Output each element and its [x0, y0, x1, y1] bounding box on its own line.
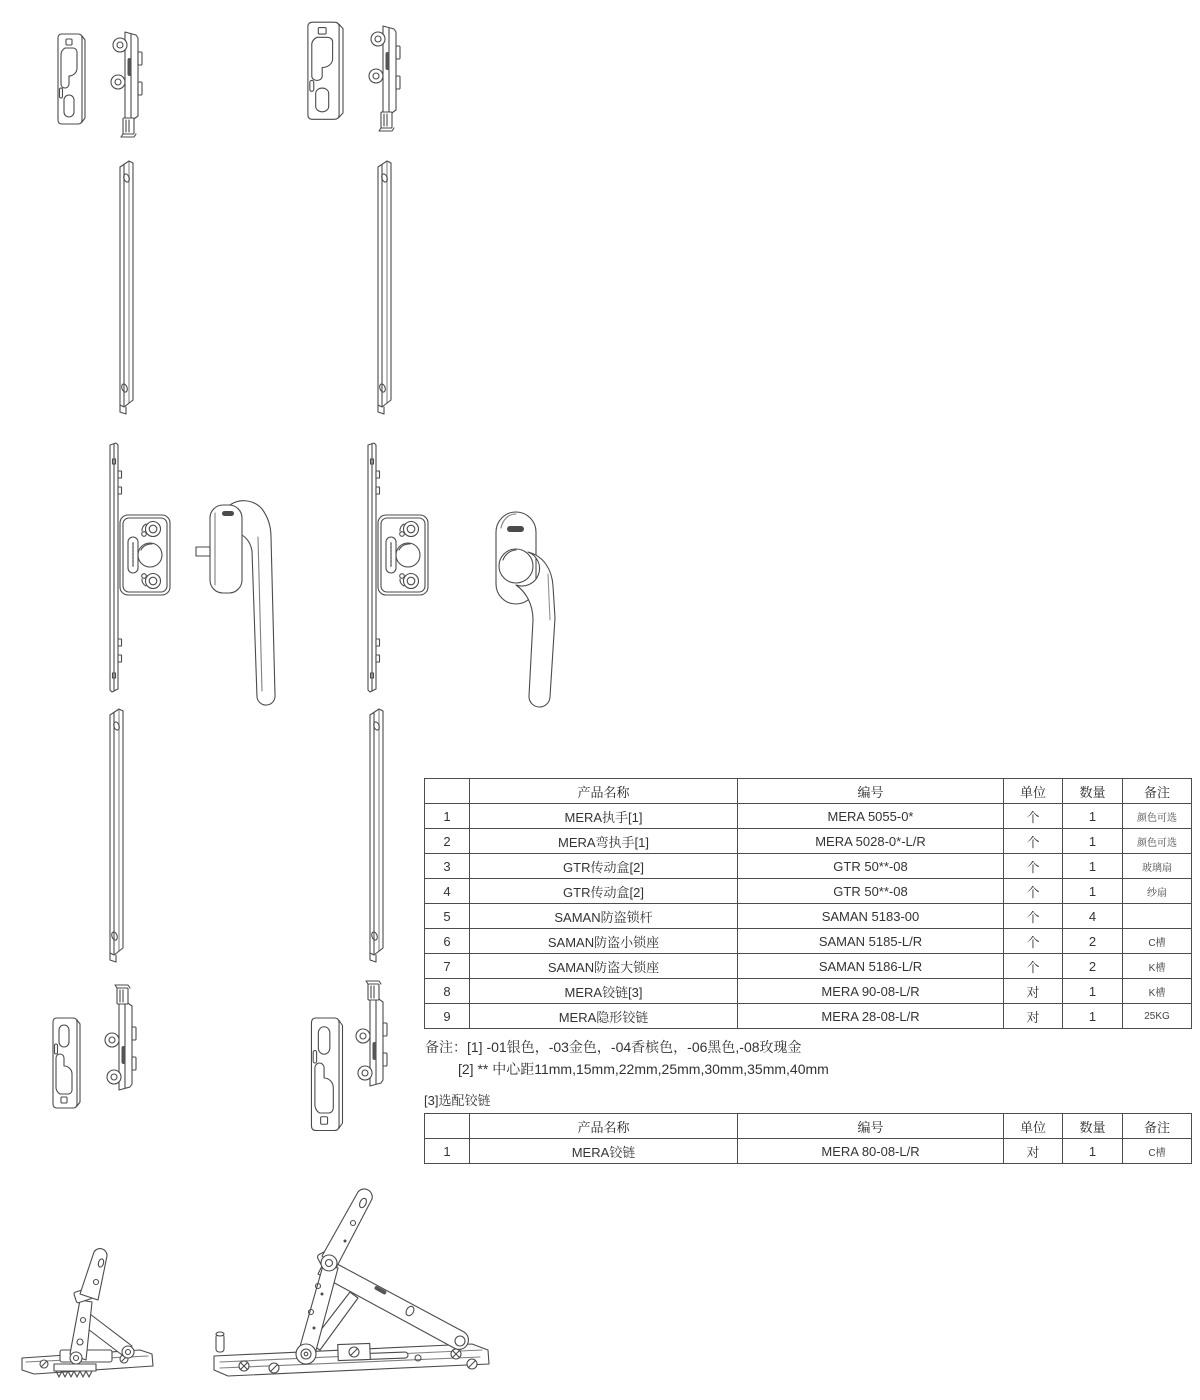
table-cell: MERA 80-08-L/R: [738, 1139, 1004, 1164]
table-cell: C槽: [1123, 929, 1192, 954]
table-cell: MERA 90-08-L/R: [738, 979, 1004, 1004]
friction-stay-hinge-large: [214, 1189, 489, 1376]
table-cell: GTR 50**-08: [738, 854, 1004, 879]
roller-lock-keeper-bottom-left: [105, 985, 136, 1090]
table-cell: MERA 5055-0*: [738, 804, 1004, 829]
table-cell: MERA铰链: [470, 1139, 738, 1164]
table-cell: 25KG: [1123, 1004, 1192, 1029]
table-cell: 个: [1004, 854, 1063, 879]
column-header: 产品名称: [470, 779, 738, 804]
gearbox-assembly-right: [368, 443, 428, 692]
table-cell: 纱扇: [1123, 879, 1192, 904]
table-row: [425, 1004, 1192, 1029]
table-cell: K槽: [1123, 979, 1192, 1004]
table-cell: SAMAN 5183-00: [738, 904, 1004, 929]
table-row: [425, 979, 1192, 1004]
table-cell: MERA弯执手[1]: [470, 829, 738, 854]
roller-lock-keeper-top-left: [111, 32, 142, 137]
window-handle-front-view: [496, 512, 555, 707]
table-cell: 1: [1063, 1004, 1123, 1029]
friction-stay-hinge-small: [22, 1249, 153, 1377]
table-cell: 4: [1063, 904, 1123, 929]
table-cell: K槽: [1123, 954, 1192, 979]
lock-rod-lower-right: [370, 709, 383, 962]
note-color-options: [1] -01银色，-03金色，-04香槟色，-06黑色,-08玫瑰金: [467, 1039, 802, 1055]
table-cell: 个: [1004, 954, 1063, 979]
table-cell: MERA 28-08-L/R: [738, 1004, 1004, 1029]
table-cell: MERA 5028-0*-L/R: [738, 829, 1004, 854]
table-cell: 颜色可选: [1123, 829, 1192, 854]
main-parts-table: [424, 778, 1192, 1029]
table-cell: 2: [425, 829, 470, 854]
table-cell: SAMAN防盗大锁座: [470, 954, 738, 979]
table-cell: 玻璃扇: [1123, 854, 1192, 879]
table-cell: 个: [1004, 879, 1063, 904]
table-cell: SAMAN防盗小锁座: [470, 929, 738, 954]
table-row: [425, 829, 1192, 854]
table-cell: 个: [1004, 804, 1063, 829]
table-cell: 7: [425, 954, 470, 979]
table-row: [425, 804, 1192, 829]
table-cell: [1123, 904, 1192, 929]
column-header: 数量: [1063, 779, 1123, 804]
column-header: 备注: [1123, 779, 1192, 804]
lock-rod-upper-left: [120, 161, 133, 414]
lock-keeper-plate-top-left: [58, 34, 85, 124]
table-row: [425, 879, 1192, 904]
table-cell: 1: [1063, 804, 1123, 829]
column-header: 单位: [1004, 779, 1063, 804]
table-cell: SAMAN 5185-L/R: [738, 929, 1004, 954]
table-cell: SAMAN防盗锁杆: [470, 904, 738, 929]
table-cell: 1: [425, 804, 470, 829]
table-cell: 3: [425, 854, 470, 879]
lock-keeper-plate-top-right: [308, 22, 343, 119]
gearbox-assembly-left: [110, 443, 170, 692]
table-cell: GTR传动盒[2]: [470, 879, 738, 904]
table-cell: 1: [425, 1139, 470, 1164]
table-cell: 个: [1004, 904, 1063, 929]
column-header: 编号: [738, 779, 1004, 804]
table-cell: 1: [1063, 879, 1123, 904]
table-header-row: [425, 779, 1192, 804]
table-cell: 1: [1063, 1139, 1123, 1164]
table-cell: GTR传动盒[2]: [470, 854, 738, 879]
table-cell: 颜色可选: [1123, 804, 1192, 829]
table-cell: 5: [425, 904, 470, 929]
table-row: [425, 929, 1192, 954]
table-cell: 9: [425, 1004, 470, 1029]
table-cell: 1: [1063, 854, 1123, 879]
lock-keeper-plate-bottom-right: [311, 1018, 342, 1131]
table-cell: 对: [1004, 1139, 1063, 1164]
table-cell: 2: [1063, 954, 1123, 979]
note-line-1: [425, 1036, 829, 1058]
optional-hinge-table: [424, 1113, 1192, 1164]
table-cell: 6: [425, 929, 470, 954]
table-cell: C槽: [1123, 1139, 1192, 1164]
table-cell: 2: [1063, 929, 1123, 954]
table-cell: MERA铰链[3]: [470, 979, 738, 1004]
notes-prefix: 备注：: [425, 1039, 467, 1055]
table-cell: MERA执手[1]: [470, 804, 738, 829]
table-cell: 4: [425, 879, 470, 904]
table-row: [425, 954, 1192, 979]
column-header: [425, 1114, 470, 1139]
table-cell: SAMAN 5186-L/R: [738, 954, 1004, 979]
roller-lock-keeper-bottom-right: [356, 981, 387, 1086]
table-cell: GTR 50**-08: [738, 879, 1004, 904]
table-row: [425, 904, 1192, 929]
table-cell: 8: [425, 979, 470, 1004]
table-cell: 1: [1063, 829, 1123, 854]
window-handle-side-view: [196, 501, 275, 705]
table-cell: 个: [1004, 929, 1063, 954]
note-center-distances: [2] ** 中心距11mm,15mm,22mm,25mm,30mm,35mm,40mm: [458, 1061, 829, 1077]
table-cell: MERA隐形铰链: [470, 1004, 738, 1029]
table-cell: 对: [1004, 1004, 1063, 1029]
table-cell: 对: [1004, 979, 1063, 1004]
column-header: [425, 779, 470, 804]
lock-rod-lower-left: [110, 709, 123, 962]
lock-rod-upper-right: [378, 161, 391, 414]
column-header: 数量: [1063, 1114, 1123, 1139]
notes-block: [425, 1036, 829, 1080]
column-header: 备注: [1123, 1114, 1192, 1139]
column-header: 单位: [1004, 1114, 1063, 1139]
table-cell: 个: [1004, 829, 1063, 854]
table-row: [425, 854, 1192, 879]
table-row: [425, 1139, 1192, 1164]
table-header-row: [425, 1114, 1192, 1139]
roller-lock-keeper-top-right: [369, 26, 400, 131]
column-header: 产品名称: [470, 1114, 738, 1139]
lock-keeper-plate-bottom-left: [53, 1018, 80, 1108]
optional-hinge-label: [3]选配铰链: [424, 1093, 491, 1108]
table-cell: 1: [1063, 979, 1123, 1004]
column-header: 编号: [738, 1114, 1004, 1139]
